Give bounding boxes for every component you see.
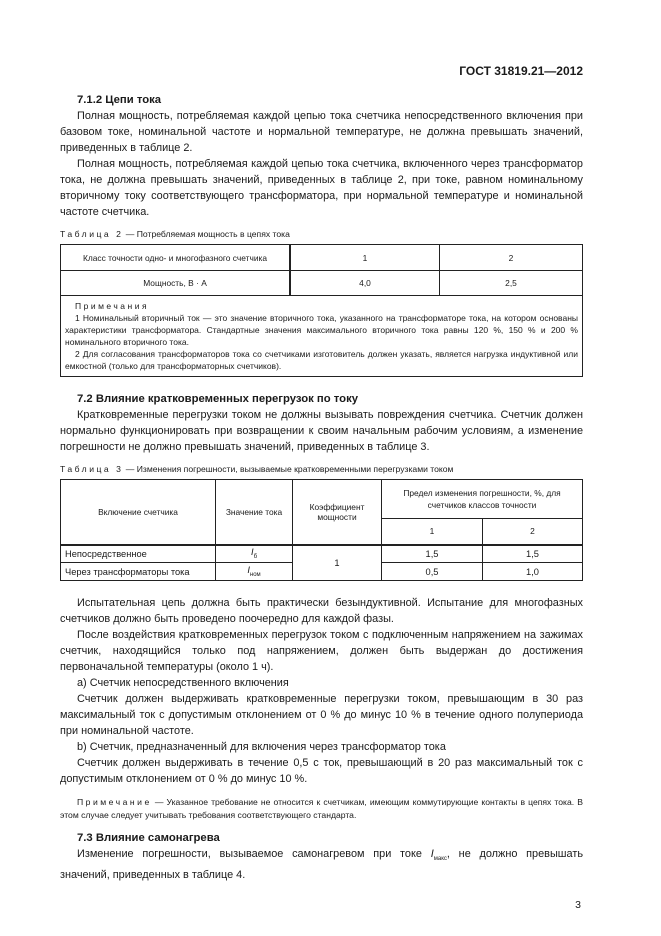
text: , не должно превышать значений, приведенных в таблице 4.: [60, 848, 584, 882]
text: Изменение погрешности, вызываемое самонагревом при токе: [77, 848, 431, 860]
paragraph: Полная мощность, потребляемая каждой цепью тока счетчика непосредственного включения при базовом токе, номинальной частоте и нормальной температуре, не должна превышать значений, приведенных в таблице 2.: [60, 110, 583, 154]
paragraph: Испытательная цепь должна быть практически безындуктивной. Испытание для многофазных счетчиков должно быть проведено поочередно для каждой фазы.: [60, 597, 583, 625]
section-heading: 7.3 Влияние самонагрева: [77, 832, 220, 844]
page-content: [60, 92, 583, 911]
header-cell: 1: [382, 519, 483, 545]
document-id: ГОСТ 31819.21—2012: [459, 64, 583, 78]
paragraph: Счетчик должен выдерживать в течение 0,5 с ток, превышающий в 20 раз максимальный ток с допустимым отклонением от 0 % до минус 10 %.: [60, 757, 583, 785]
note: [60, 796, 583, 822]
header-cell: Значение тока: [216, 480, 293, 545]
table-cell: [216, 563, 293, 581]
table-cell: 1: [290, 245, 440, 271]
caption-text: — Потребляемая мощность в цепях тока: [123, 229, 290, 239]
note-text: — Указанное требование не относится к счетчикам, имеющим коммутирующие контакты в цепях тока. В этом случае следует учитывать требования соответствующего стандарта.: [60, 797, 583, 820]
table-cell: 1: [293, 545, 382, 581]
current-symbol: I: [430, 848, 434, 860]
paragraph: Счетчик должен выдерживать кратковременные перегрузки током, превышающим в 30 раз максимальный ток с допустимым отклонением от 0 % до минус 10 % в течение одного полупериода при номинальной частоте.: [60, 693, 583, 737]
table-cell: Класс точности одно- и многофазного счетчика: [61, 245, 291, 271]
page-number: 3: [575, 899, 581, 912]
paragraph: [60, 846, 583, 883]
note: 2 Для согласования трансформаторов тока со счетчиками изготовитель должен указать, является нагрузка индуктивной или емкостной (только для трансформаторных счетчиков).: [65, 349, 578, 371]
table-header-row: [61, 480, 583, 519]
note-label: Примечание: [77, 797, 152, 807]
section-7-2: [60, 391, 583, 455]
current-subscript: б: [253, 554, 258, 561]
table-cell: 2: [440, 245, 583, 271]
section-7-3: [60, 830, 583, 883]
table-2: [60, 244, 583, 377]
header-cell: 2: [483, 519, 583, 545]
caption-label: Таблица 3: [60, 464, 124, 474]
current-subscript: ном: [249, 571, 261, 578]
list-item-b: b) Счетчик, предназначенный для включения через трансформатор тока: [77, 741, 446, 753]
caption-text: — Изменения погрешности, вызываемые кратковременными перегрузками током: [123, 464, 454, 474]
table-3: [60, 479, 583, 581]
caption-label: Таблица 2: [60, 229, 124, 239]
table-cell: 1,0: [483, 563, 583, 581]
current-symbol: I: [250, 547, 254, 558]
header-cell: Коэффициент мощности: [293, 480, 382, 545]
header-cell: Включение счетчика: [61, 480, 216, 545]
table-cell: Мощность, В · А: [61, 271, 291, 296]
list-item-a: a) Счетчик непосредственного включения: [77, 677, 289, 689]
current-subscript: макс: [433, 856, 447, 863]
table-cell: Через трансформаторы тока: [61, 563, 216, 581]
section-7-1-2: [60, 92, 583, 220]
notes-title: Примечания: [75, 301, 150, 311]
table-row: [61, 245, 583, 271]
table-notes: [61, 296, 583, 377]
table-row: [61, 271, 583, 296]
current-symbol: I: [247, 565, 250, 576]
header-cell: Предел изменения погрешности, %, для счетчиков классов точности: [382, 480, 583, 519]
table-2-caption: [60, 228, 583, 240]
paragraph: Кратковременные перегрузки током не должны вызывать повреждения счетчика. Счетчик должен нормально функционировать при возвращении к своим начальным рабочим условиям, а изменение погрешности не должно превышать значений, приведенных в таблице 3.: [60, 409, 583, 453]
table-cell: 4,0: [290, 271, 440, 296]
note: 1 Номинальный вторичный ток — это значение вторичного тока, указанного на трансформаторе тока, на котором основаны характеристики трансформатора. Стандартные значения максимального вторичного тока равны 120 %, 150 % и 200 % номинального вторичного тока.: [65, 313, 578, 347]
table-cell: 0,5: [382, 563, 483, 581]
paragraph: После воздействия кратковременных перегрузок током с подключенным напряжением на зажимах счетчик, находящийся только под напряжением, должен быть выдержан до достижения первоначальной температуры (около 1 ч).: [60, 629, 583, 673]
table-cell: Непосредственное: [61, 545, 216, 563]
paragraph: Полная мощность, потребляемая каждой цепью тока счетчика, включенного через трансформатор тока, не должна превышать значений, приведенных в таблице 2, при токе, равном номинальному вторичному току соответствующего трансформатора, при нормальной температуре и номинальной частоте счетчика.: [60, 158, 583, 218]
table-cell: 1,5: [382, 545, 483, 563]
section-heading: 7.1.2 Цепи тока: [77, 94, 162, 106]
table-3-caption: [60, 463, 583, 475]
table-row: [61, 545, 583, 563]
table-cell: 1,5: [483, 545, 583, 563]
table-cell: [216, 545, 293, 563]
section-heading: 7.2 Влияние кратковременных перегрузок по току: [77, 393, 359, 405]
body-text: [60, 595, 583, 822]
table-cell: 2,5: [440, 271, 583, 296]
